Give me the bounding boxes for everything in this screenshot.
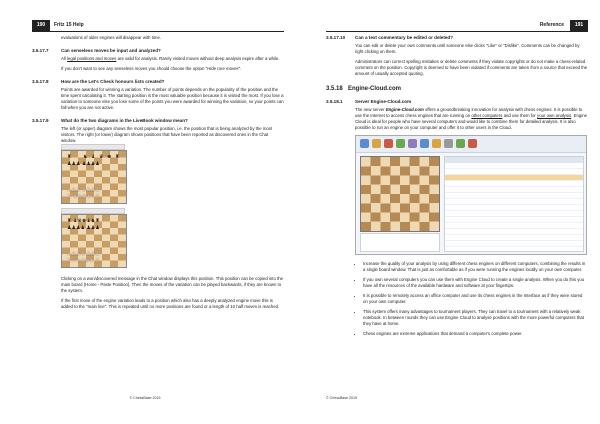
paragraph: The new server Engine-Cloud.com offers a groundbreaking innovation for analysis with chess engines. It is possible to use the Internet to access chess engines that are running on other computers and use them for your own analysis. Engine Cloud is ideal for people who have several computers and would like to combine them for detailed analysis. It is also possible to run an engine on your computer and offer it to other users in the Cloud. (355, 107, 587, 130)
chess-piece-icon: ♖ ♗♕♔♗♘♖ (67, 194, 100, 200)
page-number: 190 (32, 20, 50, 31)
toolbar-icon (444, 139, 453, 148)
link-other-computers[interactable]: other computers (471, 113, 503, 118)
toolbar-icon (384, 139, 393, 148)
link-legal-positions[interactable]: legal positions and moves (66, 56, 117, 61)
section-heading: 3.5.17.9 What do the two diagrams in the LiveBook window mean? (32, 118, 188, 123)
notation-pane (360, 233, 440, 252)
page-number: 191 (570, 20, 588, 31)
section-heading: 3.5.17.10 Can a text commentary be edited or deleted? (326, 35, 454, 40)
toolbar-icon (468, 139, 477, 148)
livebook-diagrams (61, 144, 125, 268)
chess-piece-icon: ♜ (67, 154, 72, 160)
chess-piece-icon: ♚ (107, 154, 112, 160)
toolbar-icon (420, 139, 429, 148)
page-header (326, 20, 588, 32)
list-item: • Chess engines are extreme applications that demand a computer's complete power. (363, 331, 588, 337)
page-body (326, 35, 588, 341)
page-footer: © ChessBase 2015 (326, 396, 358, 400)
chess-piece-icon: ♖♘♗♕♔♗ ♖ (67, 258, 100, 264)
chess-piece-icon: ♙♙♙♙ ♙♙♙ (67, 251, 100, 257)
chess-piece-icon: ♟♟♟♟ ♟♟♟ (67, 225, 100, 231)
chess-board (360, 156, 440, 232)
header-title: Fritz 15 Help (54, 22, 84, 28)
section-heading: 3.5.17.7 Can senseless moves be input and analyzed? (32, 48, 161, 53)
chess-piece-icon: ♙♙♙ ♙♙♙♙ (67, 187, 100, 193)
chess-piece-icon: ♟♟♟ ♟♟♟♟ (67, 161, 100, 167)
toolbar-icon (408, 139, 417, 148)
page-header (32, 20, 284, 32)
chess-piece-icon: ♜ ♝♛♚♝♞♜ (67, 218, 100, 224)
list-item: • It is possible to remotely access an office computer and use its chess engines in the Interface as if they were stored on your own computer. (363, 293, 588, 305)
link-own-analysis[interactable]: your own analysis (537, 113, 572, 118)
paragraph: All legal positions and moves are valid for analysis. Rarely visited moves without deep analysis expire after a while. (61, 56, 280, 61)
paragraph: Points are awarded for winning a variation. The number of points depends on the popularity of the position and the time spent calculating it. The starting position is the most valuable position because it is visited the most. If you lose a variation to someone else you lose some of the points you were awarded for winning the variation, so your points can fall when you are not active. (61, 87, 284, 110)
list-item: • Increase the quality of your analysis by using different chess engines on different computers, combining the results in a single board window. That is just as comfortable as if you were running the engines locally on your own computer. (363, 261, 588, 273)
chess-piece-icon: ♛ (99, 154, 104, 160)
intro-text: evaluations of older engines will disappear with time. (61, 35, 162, 40)
paragraph: The left (or upper) diagram shows the most popular position, i.e. the position that is being analyzed by the most visitors. The right (or lower) diagram shows positions that have been reported as discovered ones in the Chat window. (61, 126, 273, 143)
left-page (0, 0, 290, 424)
section-heading: 3.5.18.1 Server Engine-Cloud.com (326, 99, 412, 104)
discovered-position-board (61, 214, 127, 268)
ribbon-toolbar (356, 136, 586, 153)
benefits-list (355, 261, 588, 337)
engine-list (444, 156, 584, 252)
paragraph: If the first move of the engine variation leads to a position which also has a deeply analyzed engine move this is added to the "main line". This is repeated until no more positions are found or a length of 10 half moves is reached. (61, 298, 280, 309)
section-heading: 3.5.17.8 How are the Let's Check honours lists created? (32, 79, 165, 84)
toolbar-icon (396, 139, 405, 148)
chess-piece-icon: ♞ (83, 154, 88, 160)
toolbar-icon (432, 139, 441, 148)
list-item: • This system offers many advantages to tournament players. They can travel to a tournament with a relatively weak notebook. In between rounds they can use Engine Cloud to analyse positions with the more powerful computers that they have at home. (363, 309, 588, 327)
page-body (32, 35, 284, 314)
paragraph: If you don't want to see any senseless moves you should choose the option "Hide rare moves". (61, 66, 242, 71)
paragraph: You can edit or delete your own comments until someone else clicks "Like" or "Dislike". Comments can be changed by right clicking on them. (355, 43, 580, 54)
chapter-heading: 3.5.18 Engine-Cloud.com (326, 86, 401, 92)
list-item: • If you own several computers you can use them with Engine Cloud to create a single analysis. When you do this you have all the resources of the available hardware and software at your fingertips. (363, 277, 588, 289)
paragraph: Administrators can correct spelling mistakes or delete comments if they violate copyrights or do not make a chess-related comment on the position. Copyright is deemed to have been violated if comments are taken from a source that exceed the amount of usually accepted quoting. (355, 59, 588, 76)
page-footer: © ChessBase 2015 (129, 396, 161, 400)
popular-position-board (61, 150, 127, 204)
right-page (310, 0, 600, 424)
toolbar-icon (360, 139, 369, 148)
header-title: Reference (539, 22, 564, 28)
toolbar-icon (456, 139, 465, 148)
chess-piece-icon: ♝ (91, 154, 96, 160)
chess-piece-icon: ♜ (115, 154, 120, 160)
paragraph: Clicking on a won/discovered message in the Chat window displays this position. This position can be copied into the main board (Home - Paste Position). Then the moves of the variation can be played backwards, if they are known to the system. (61, 276, 284, 293)
engine-cloud-screenshot (355, 135, 587, 255)
toolbar-icon (372, 139, 381, 148)
